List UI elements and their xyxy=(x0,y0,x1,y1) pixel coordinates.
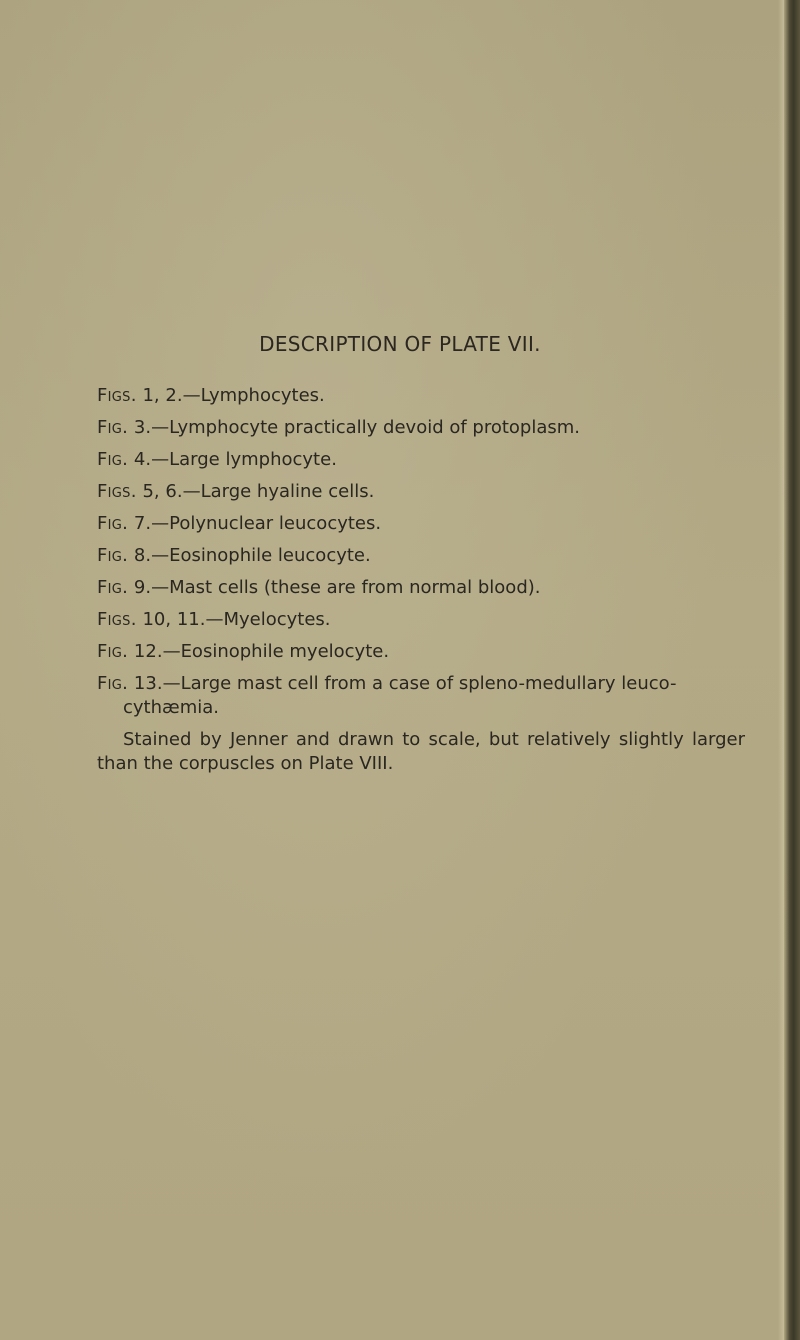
figure-number: 8. xyxy=(133,545,152,566)
figure-text: —Mast cells (these are from normal blood). xyxy=(151,577,541,598)
figure-item xyxy=(97,636,745,668)
figure-text: —Large mast cell from a case of spleno-medullary leuco-cythæmia. xyxy=(123,673,677,718)
figure-item xyxy=(97,604,745,636)
figure-item xyxy=(97,572,745,604)
figure-text: —Lymphocyte practically devoid of protoplasm. xyxy=(151,417,581,438)
figure-text: —Myelocytes. xyxy=(205,609,331,630)
figure-number: 4. xyxy=(133,449,152,470)
figure-number: 13. xyxy=(133,673,163,694)
staining-note: Stained by Jenner and drawn to scale, but relatively slightly larger than the corpuscles on Plate VIII. xyxy=(97,729,745,774)
figure-item xyxy=(97,412,745,444)
figure-text: —Polynuclear leucocytes. xyxy=(151,513,382,534)
figure-label: Figs. xyxy=(97,481,137,502)
figure-number: 3. xyxy=(133,417,152,438)
figure-item xyxy=(97,668,745,720)
figure-text: —Large lymphocyte. xyxy=(151,449,337,470)
figure-item xyxy=(97,540,745,572)
figure-label: Fig. xyxy=(97,641,129,662)
figure-label: Fig. xyxy=(97,513,129,534)
figure-number: 7. xyxy=(133,513,152,534)
figure-number: 9. xyxy=(133,577,152,598)
figure-text: —Eosinophile leucocyte. xyxy=(151,545,371,566)
figure-item xyxy=(97,476,745,508)
figure-item xyxy=(97,508,745,540)
figure-label: Fig. xyxy=(97,577,129,598)
figure-label: Figs. xyxy=(97,385,137,406)
figure-label: Fig. xyxy=(97,417,129,438)
figure-item xyxy=(97,380,745,412)
page-title: DESCRIPTION OF PLATE VII. xyxy=(259,332,541,356)
figure-label: Fig. xyxy=(97,545,129,566)
figure-text: —Large hyaline cells. xyxy=(182,481,375,502)
figure-number: 10, 11. xyxy=(142,609,206,630)
figure-item xyxy=(97,444,745,476)
figure-text: —Eosinophile myelocyte. xyxy=(162,641,390,662)
figure-label: Fig. xyxy=(97,673,129,694)
figure-number: 5, 6. xyxy=(142,481,183,502)
figure-label: Fig. xyxy=(97,449,129,470)
figure-number: 1, 2. xyxy=(142,385,183,406)
book-binding-edge xyxy=(784,0,800,1340)
figure-number: 12. xyxy=(133,641,163,662)
figure-label: Figs. xyxy=(97,609,137,630)
figure-text: —Lymphocytes. xyxy=(182,385,325,406)
figure-descriptions xyxy=(97,380,745,776)
